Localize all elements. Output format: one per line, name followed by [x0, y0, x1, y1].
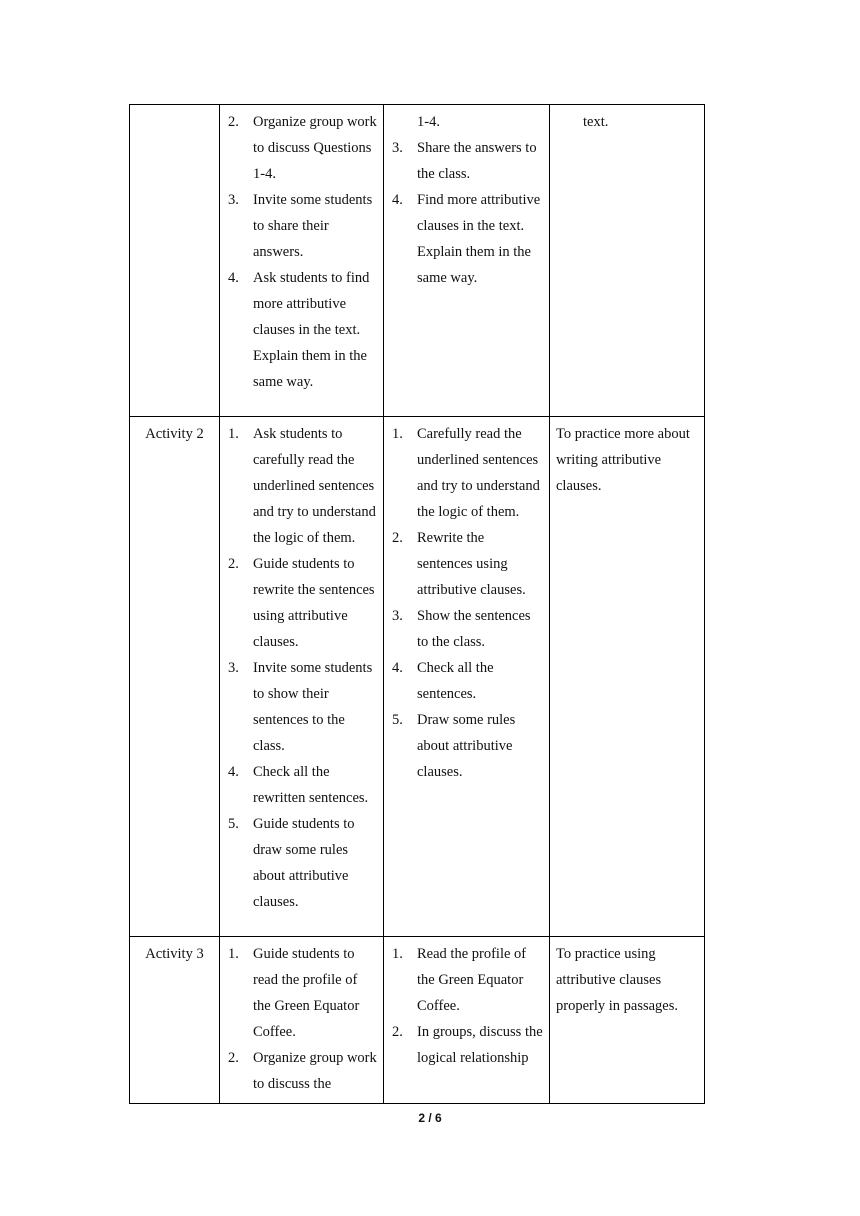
list-item: 3. Invite some students to share their answers. — [228, 192, 373, 260]
page-number: 2 / 6 — [418, 1111, 442, 1125]
list-item: 2. Organize group work to discuss the — [228, 1050, 377, 1092]
list-item: 2. In groups, discuss the logical relationship — [392, 1024, 543, 1066]
teacher-activities — [220, 417, 384, 937]
list-item: 2. Organize group work to discuss Questions 1-4. — [228, 114, 377, 182]
purpose-text: text. — [583, 114, 609, 130]
list-item: 1. Read the profile of the Green Equator Coffee. — [392, 946, 527, 1014]
continued-text: 1-4. — [417, 114, 440, 130]
list-item: 3. Show the sentences to the class. — [392, 608, 531, 650]
table-row — [130, 417, 705, 937]
activity-label — [130, 105, 220, 417]
purpose-cell — [550, 105, 705, 417]
purpose-text: To practice using attributive clauses properly in passages. — [556, 946, 679, 1014]
list-item: 4. Ask students to find more attributive clauses in the text. Explain them in the same way. — [228, 270, 370, 390]
student-activities — [384, 105, 550, 417]
purpose-cell — [550, 417, 705, 937]
list-item: 3. Share the answers to the class. — [392, 140, 537, 182]
list-item: 1. Ask students to carefully read the underlined sentences and try to understand the logic of them. — [228, 426, 376, 546]
lesson-plan-table — [129, 104, 705, 1104]
list-item: 4. Find more attributive clauses in the text. Explain them in the same way. — [392, 192, 541, 286]
list-item: 5. Draw some rules about attributive clauses. — [392, 712, 516, 780]
activity-label: Activity 3 — [130, 937, 220, 1104]
table-row — [130, 937, 705, 1104]
purpose-cell — [550, 937, 705, 1104]
student-activities — [384, 937, 550, 1104]
list-item: 5. Guide students to draw some rules about attributive clauses. — [228, 816, 355, 910]
activity-label: Activity 2 — [130, 417, 220, 937]
list-item: 1. Carefully read the underlined sentences and try to understand the logic of them. — [392, 426, 540, 520]
list-item: 2. Rewrite the sentences using attributive clauses. — [392, 530, 526, 598]
teacher-activities — [220, 105, 384, 417]
student-activities — [384, 417, 550, 937]
teacher-activities — [220, 937, 384, 1104]
list-item: 4. Check all the sentences. — [392, 660, 494, 702]
list-item: 4. Check all the rewritten sentences. — [228, 764, 369, 806]
list-item: 3. Invite some students to show their sentences to the class. — [228, 660, 373, 754]
list-item: 2. Guide students to rewrite the sentences using attributive clauses. — [228, 556, 375, 650]
purpose-text: To practice more about writing attributive clauses. — [556, 426, 690, 494]
list-item: 1. Guide students to read the profile of the Green Equator Coffee. — [228, 946, 360, 1040]
table-row — [130, 105, 705, 417]
